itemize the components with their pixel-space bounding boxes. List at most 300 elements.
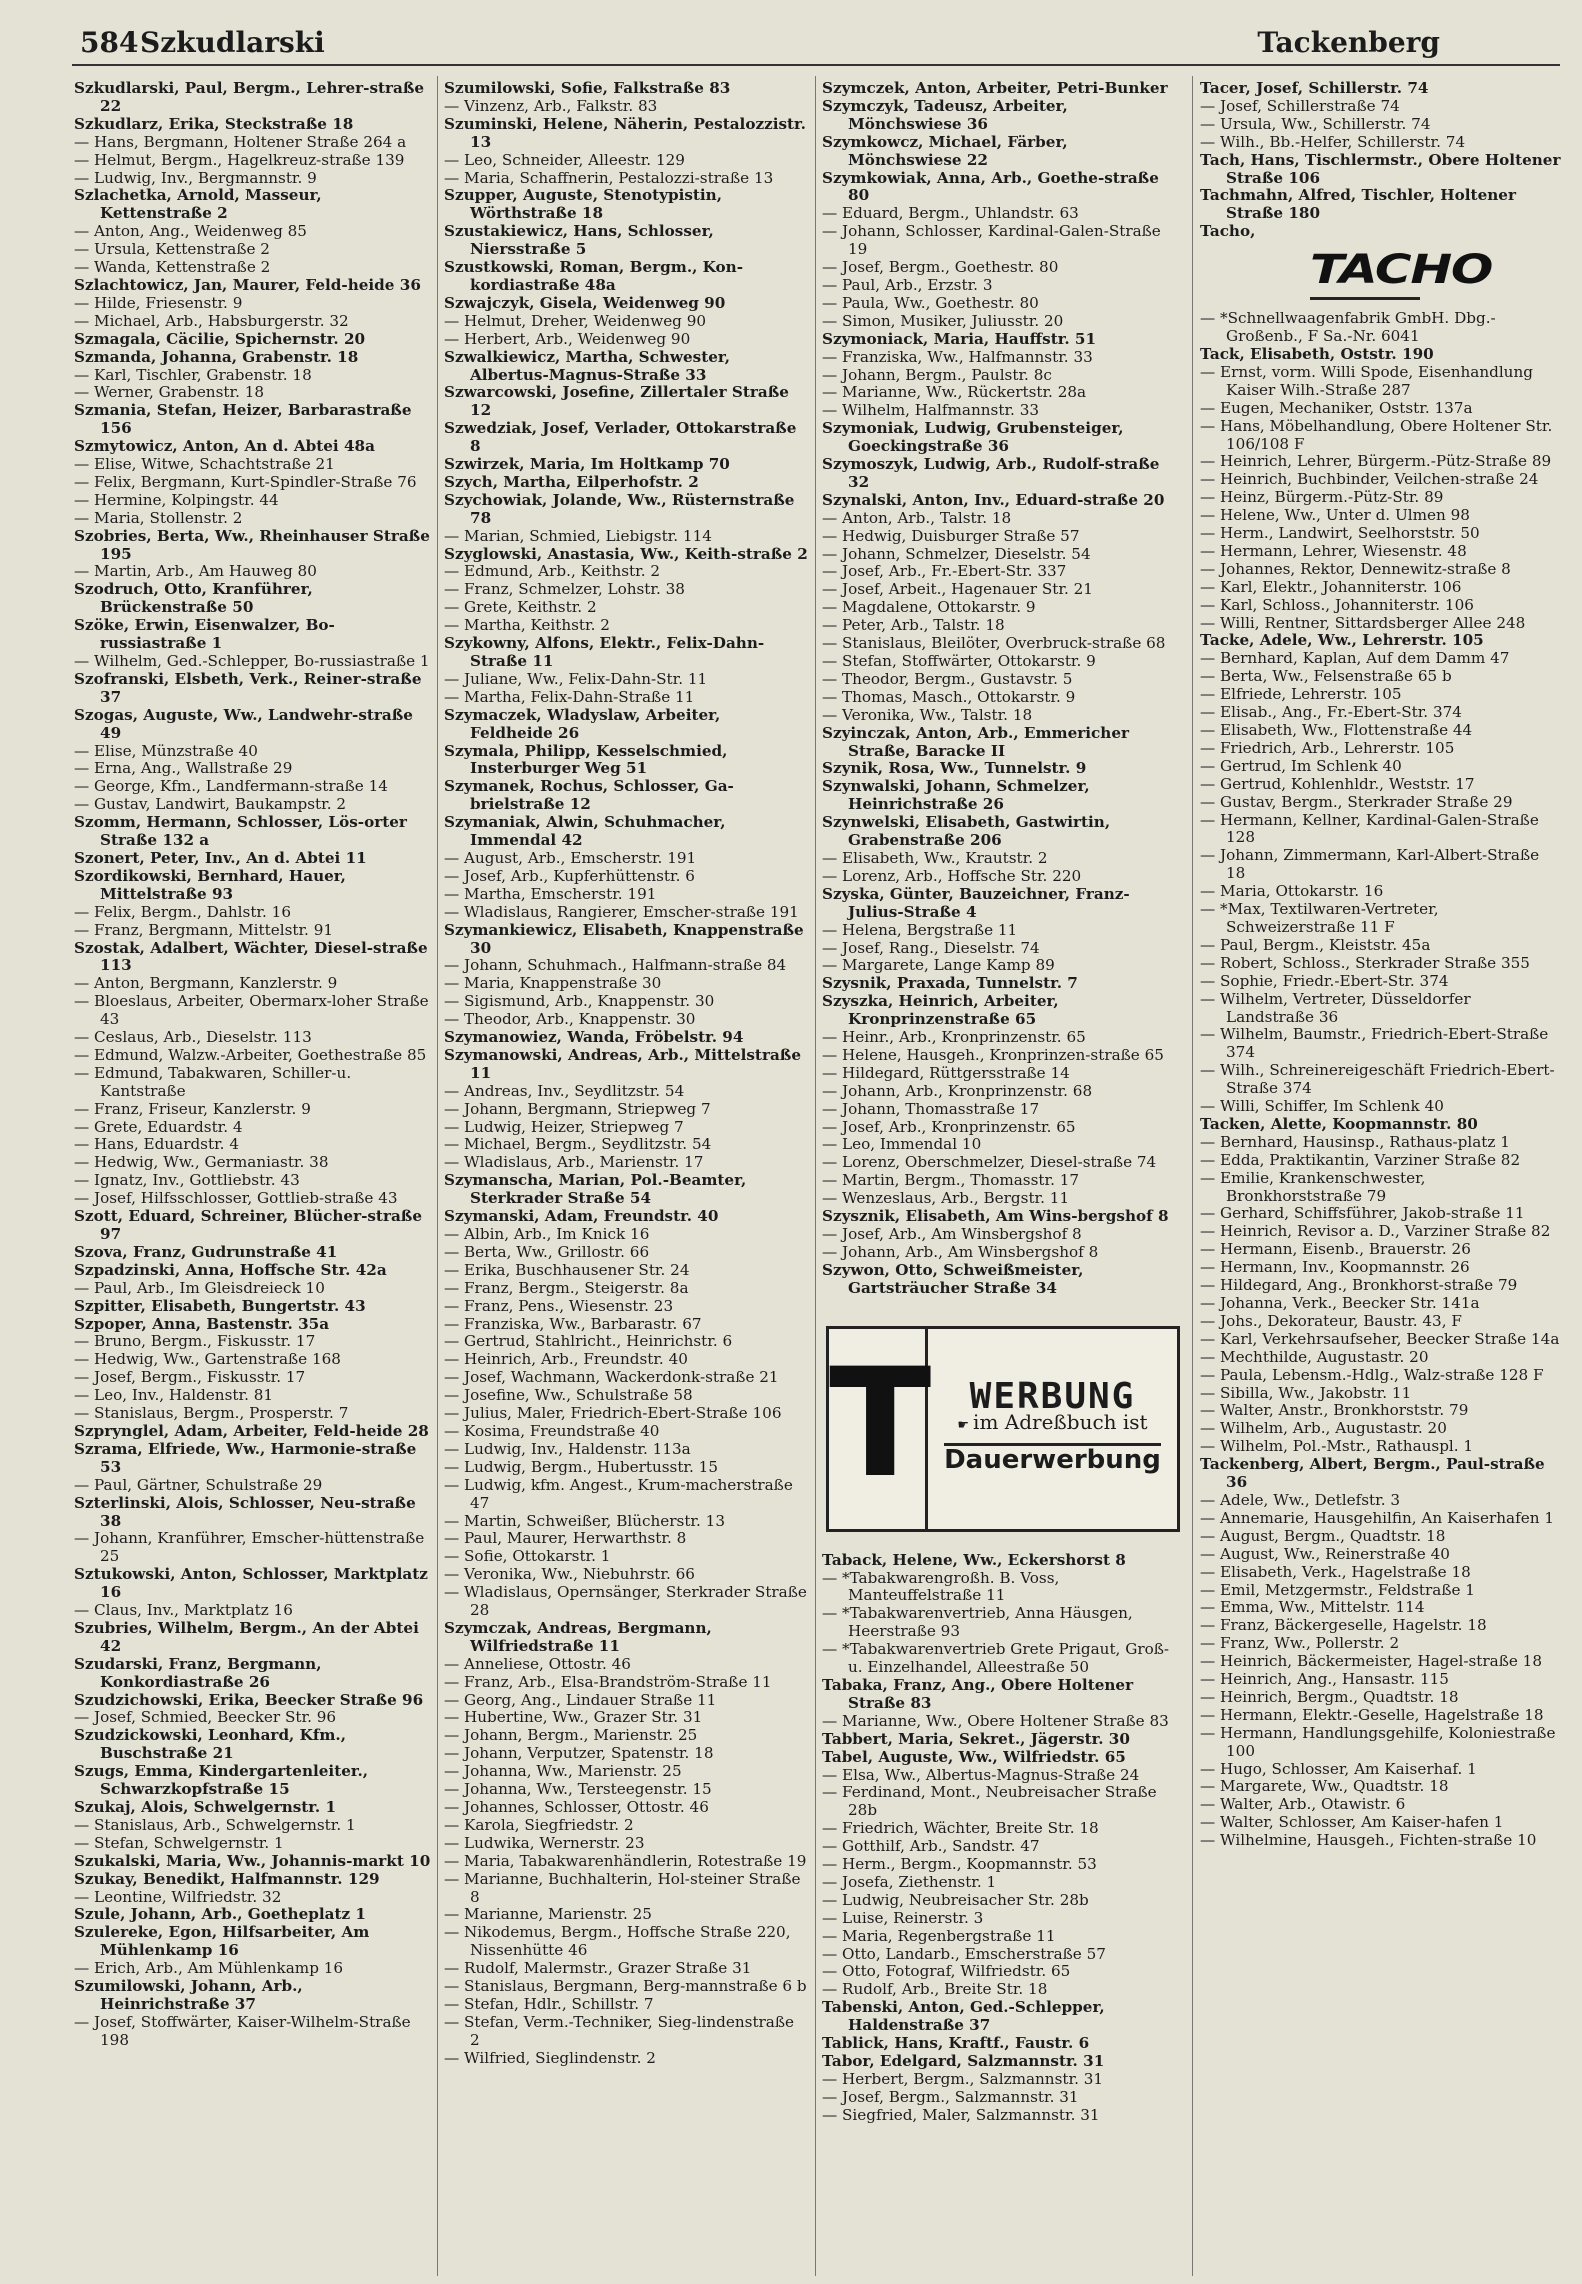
directory-entry: — Elise, Witwe, Schachtstraße 21 bbox=[74, 455, 335, 474]
directory-entry: — Marianne, Marienstr. 25 bbox=[444, 1905, 652, 1924]
directory-entry: — Elisabeth, Ww., Flottenstraße 44 bbox=[1200, 721, 1473, 739]
directory-entry: — Hans, Möbelhandlung, Obere Holtener Str. 106/108 F bbox=[1200, 416, 1553, 453]
directory-entry: — Leo, Schneider, Alleestr. 129 bbox=[444, 150, 685, 169]
directory-entry: — Rudolf, Malermstr., Grazer Straße 31 bbox=[444, 1959, 752, 1978]
directory-entry-head: Szymanscha, Marian, Pol.-Beamter, Sterkrader Straße 54 bbox=[444, 1171, 747, 1208]
directory-entry-head: Szymaczek, Wladyslaw, Arbeiter, Feldheide 26 bbox=[444, 705, 721, 742]
directory-entry-head: Tacke, Adele, Ww., Lehrerstr. 105 bbox=[1200, 631, 1484, 650]
directory-entry: — Emil, Metzgermstr., Feldstraße 1 bbox=[1200, 1580, 1475, 1599]
entry-list bbox=[444, 80, 808, 2068]
directory-entry: — Karl, Elektr., Johanniterstr. 106 bbox=[1200, 577, 1462, 596]
directory-entry: — Wilhelmine, Hausgeh., Fichten-straße 10 bbox=[1200, 1831, 1537, 1850]
directory-entry-head: Szych, Martha, Eilperhofstr. 2 bbox=[444, 472, 699, 491]
directory-entry-head: Szysnik, Praxada, Tunnelstr. 7 bbox=[822, 974, 1078, 993]
column-divider bbox=[437, 76, 438, 2276]
directory-entry: — Hilde, Friesenstr. 9 bbox=[74, 293, 243, 312]
directory-entry: — Sigismund, Arb., Knappenstr. 30 bbox=[444, 992, 715, 1011]
ad-letter: T bbox=[829, 1329, 928, 1529]
directory-entry-head: Tacken, Alette, Koopmannstr. 80 bbox=[1200, 1114, 1478, 1133]
directory-entry: — Stanislaus, Arb., Schwelgernstr. 1 bbox=[74, 1815, 356, 1834]
directory-entry: — Martin, Arb., Am Hauweg 80 bbox=[74, 562, 317, 581]
directory-entry: — Johann, Arb., Kronprinzenstr. 68 bbox=[822, 1081, 1093, 1100]
directory-entry-head: Tabel, Auguste, Ww., Wilfriedstr. 65 bbox=[822, 1747, 1126, 1766]
directory-entry: — Emilie, Krankenschwester, Bronkhorststraße 79 bbox=[1200, 1168, 1426, 1205]
directory-entry: — Gustav, Bergm., Sterkrader Straße 29 bbox=[1200, 792, 1513, 811]
directory-entry: — Franz, Bäckergeselle, Hagelstr. 18 bbox=[1200, 1616, 1487, 1635]
directory-entry: — Marianne, Buchhalterin, Hol-steiner Straße 8 bbox=[444, 1869, 801, 1906]
directory-entry: — Josef, Bergm., Salzmannstr. 31 bbox=[822, 2087, 1079, 2106]
directory-entry: — Karola, Siegfriedstr. 2 bbox=[444, 1815, 634, 1834]
directory-entry-head: Szordikowski, Bernhard, Hauer, Mittelstraße 93 bbox=[74, 866, 346, 903]
directory-entry: — Josef, Wachmann, Wackerdonk-straße 21 bbox=[444, 1368, 779, 1387]
directory-entry: — Gerhard, Schiffsführer, Jakob-straße 11 bbox=[1200, 1204, 1525, 1223]
directory-entry: — Walter, Anstr., Bronkhorststr. 79 bbox=[1200, 1401, 1469, 1420]
directory-entry: — Leo, Inv., Haldenstr. 81 bbox=[74, 1386, 274, 1405]
directory-entry: — Franz, Ww., Pollerstr. 2 bbox=[1200, 1634, 1400, 1653]
directory-entry: — Johann, Schuhmach., Halfmann-straße 84 bbox=[444, 956, 787, 975]
directory-entry-head: Szudzickowski, Leonhard, Kfm., Buschstraße 21 bbox=[74, 1726, 347, 1763]
directory-entry-head: Szymoniak, Ludwig, Grubensteiger, Goeckingstraße 36 bbox=[822, 419, 1124, 456]
ad-tagline: Dauerwerbung bbox=[944, 1444, 1161, 1475]
directory-entry: — Paul, Arb., Erzstr. 3 bbox=[822, 275, 993, 294]
directory-entry: — Martha, Keithstr. 2 bbox=[444, 616, 610, 635]
directory-entry: — Hermine, Kolpingstr. 44 bbox=[74, 490, 279, 509]
directory-entry: — Stefan, Verm.-Techniker, Sieg-lindenstraße 2 bbox=[444, 2012, 794, 2049]
directory-entry-head: Szymala, Philipp, Kesselschmied, Insterburger Weg 51 bbox=[444, 741, 728, 778]
directory-entry: — Herbert, Arb., Weidenweg 90 bbox=[444, 329, 691, 348]
directory-entry: — Johann, Bergm., Marienstr. 25 bbox=[444, 1726, 698, 1745]
directory-entry: — Felix, Bergmann, Kurt-Spindler-Straße 76 bbox=[74, 472, 417, 491]
directory-entry: — Leontine, Wilfriedstr. 32 bbox=[74, 1887, 282, 1906]
entry-list bbox=[1200, 80, 1562, 241]
directory-entry-head: Szpitter, Elisabeth, Bungertstr. 43 bbox=[74, 1296, 366, 1315]
directory-entry: — Sibilla, Ww., Jakobstr. 11 bbox=[1200, 1383, 1412, 1402]
directory-entry: — Peter, Arb., Talstr. 18 bbox=[822, 616, 1005, 635]
directory-entry: — Willi, Rentner, Sittardsberger Allee 248 bbox=[1200, 613, 1526, 632]
directory-entry: — Margarete, Ww., Quadtstr. 18 bbox=[1200, 1777, 1449, 1796]
entry-list bbox=[822, 80, 1182, 1298]
header-last-entry: Tackenberg bbox=[1257, 26, 1440, 59]
directory-entry-head: Szugs, Emma, Kindergartenleiter., Schwarzkopfstraße 15 bbox=[74, 1762, 369, 1799]
directory-entry-head: Szymanowski, Andreas, Arb., Mittelstraße 11 bbox=[444, 1045, 801, 1082]
directory-entry: — Margarete, Lange Kamp 89 bbox=[822, 956, 1055, 975]
directory-entry: — Stefan, Hdlr., Schillstr. 7 bbox=[444, 1994, 654, 2013]
directory-entry: — Anton, Arb., Talstr. 18 bbox=[822, 508, 1012, 527]
directory-entry: — Sophie, Friedr.-Ebert-Str. 374 bbox=[1200, 971, 1449, 990]
directory-entry: — Ignatz, Inv., Gottliebstr. 43 bbox=[74, 1171, 300, 1190]
directory-entry-head: Szynwelski, Elisabeth, Gastwirtin, Grabenstraße 206 bbox=[822, 813, 1111, 850]
directory-entry-head: Szysznik, Elisabeth, Am Wins-bergshof 8 bbox=[822, 1207, 1169, 1226]
directory-entry: — Paul, Bergm., Kleiststr. 45a bbox=[1200, 935, 1431, 954]
directory-entry-head: Szpoper, Anna, Bastenstr. 35a bbox=[74, 1314, 330, 1333]
directory-entry: — Franz, Bergmann, Mittelstr. 91 bbox=[74, 920, 334, 939]
directory-entry: — Ludwika, Wernerstr. 23 bbox=[444, 1833, 645, 1852]
directory-entry-head: Szustakiewicz, Hans, Schlosser, Niersstraße 5 bbox=[444, 222, 714, 259]
directory-entry: — Maria, Tabakwarenhändlerin, Rotestraße 19 bbox=[444, 1851, 807, 1870]
directory-entry: — Heinrich, Revisor a. D., Varziner Straße 82 bbox=[1200, 1222, 1551, 1241]
directory-entry: — Franz, Bergm., Steigerstr. 8a bbox=[444, 1278, 689, 1297]
directory-entry-head: Szymoniack, Maria, Hauffstr. 51 bbox=[822, 329, 1097, 348]
directory-entry: — Ludwig, Inv., Haldenstr. 113a bbox=[444, 1439, 691, 1458]
directory-entry: — Heinrich, Ang., Hansastr. 115 bbox=[1200, 1670, 1449, 1689]
directory-entry: — Hermann, Lehrer, Wiesenstr. 48 bbox=[1200, 541, 1467, 560]
directory-entry: — Ferdinand, Mont., Neubreisacher Straße 28b bbox=[822, 1783, 1157, 1820]
directory-entry: — Luise, Reinerstr. 3 bbox=[822, 1908, 984, 1927]
directory-entry: — Juliane, Ww., Felix-Dahn-Str. 11 bbox=[444, 669, 708, 688]
directory-entry: — Lorenz, Arb., Hoffsche Str. 220 bbox=[822, 866, 1082, 885]
directory-entry: — Wilhelm, Vertreter, Düsseldorfer Landstraße 36 bbox=[1200, 989, 1471, 1026]
directory-entry: — August, Arb., Emscherstr. 191 bbox=[444, 848, 697, 867]
directory-entry-head: Szywon, Otto, Schweißmeister, Gartsträucher Straße 34 bbox=[822, 1260, 1084, 1297]
directory-entry: — Hermann, Handlungsgehilfe, Koloniestraße 100 bbox=[1200, 1723, 1556, 1760]
directory-entry-head: Szwirzek, Maria, Im Holtkamp 70 bbox=[444, 455, 730, 474]
directory-entry: — Paul, Arb., Im Gleisdreieck 10 bbox=[74, 1278, 325, 1297]
directory-entry: — Wladislaus, Rangierer, Emscher-straße 191 bbox=[444, 902, 799, 921]
directory-entry: — Hermann, Inv., Koopmannstr. 26 bbox=[1200, 1258, 1470, 1277]
directory-entry: — Felix, Bergm., Dahlstr. 16 bbox=[74, 902, 291, 921]
directory-entry-head: Szwajczyk, Gisela, Weidenweg 90 bbox=[444, 293, 726, 312]
directory-entry: — Maria, Schaffnerin, Pestalozzi-straße 13 bbox=[444, 168, 774, 187]
directory-entry-head: Szyszka, Heinrich, Arbeiter, Kronprinzenstraße 65 bbox=[822, 992, 1059, 1029]
directory-entry: — *Max, Textilwaren-Vertreter, Schweizerstraße 11 F bbox=[1200, 900, 1439, 936]
directory-entry-head: Szynwalski, Johann, Schmelzer, Heinrichstraße 26 bbox=[822, 777, 1090, 814]
directory-entry: — Hubertine, Ww., Grazer Str. 31 bbox=[444, 1708, 703, 1727]
directory-entry-head: Taback, Helene, Ww., Eckershorst 8 bbox=[822, 1550, 1126, 1569]
directory-entry: — Hermann, Kellner, Kardinal-Galen-Straße 128 bbox=[1200, 810, 1539, 847]
directory-entry: — Berta, Ww., Grillostr. 66 bbox=[444, 1242, 650, 1261]
directory-entry: — Erich, Arb., Am Mühlenkamp 16 bbox=[74, 1959, 344, 1978]
directory-entry-head: Szustkowski, Roman, Bergm., Kon-kordiastraße 48a bbox=[444, 258, 744, 294]
directory-entry: — Ludwig, Neubreisacher Str. 28b bbox=[822, 1890, 1089, 1909]
directory-entry: — Hedwig, Ww., Gartenstraße 168 bbox=[74, 1350, 341, 1369]
directory-entry: — Hermann, Elektr.-Geselle, Hagelstraße 18 bbox=[1200, 1705, 1544, 1724]
directory-entry: — Johann, Schmelzer, Dieselstr. 54 bbox=[822, 544, 1091, 563]
directory-entry-head: Szyinczak, Anton, Arb., Emmericher Straße, Baracke II bbox=[822, 723, 1129, 760]
directory-entry-head: Szulereke, Egon, Hilfsarbeiter, Am Mühlenkamp 16 bbox=[74, 1923, 370, 1960]
directory-entry-head: Szudzichowski, Erika, Beecker Straße 96 bbox=[74, 1690, 424, 1709]
column-3 bbox=[822, 80, 1182, 2270]
directory-entry-head: Szymczek, Anton, Arbeiter, Petri-Bunker bbox=[822, 80, 1168, 97]
directory-entry: — Edmund, Arb., Keithstr. 2 bbox=[444, 562, 661, 581]
directory-entry: — Elisabeth, Verk., Hagelstraße 18 bbox=[1200, 1562, 1471, 1581]
directory-entry: — Gertrud, Im Schlenk 40 bbox=[1200, 756, 1402, 775]
directory-entry: — Josef, Rang., Dieselstr. 74 bbox=[822, 938, 1040, 957]
directory-entry: — Josef, Arb., Fr.-Ebert-Str. 337 bbox=[822, 562, 1067, 581]
ad-headline: WERBUNG bbox=[969, 1375, 1136, 1417]
directory-entry: — Maria, Stollenstr. 2 bbox=[74, 508, 243, 527]
directory-entry: — Erika, Buschhausener Str. 24 bbox=[444, 1260, 690, 1279]
directory-entry: — Johann, Bergmann, Striepweg 7 bbox=[444, 1099, 711, 1118]
directory-entry: — Wilhelm, Pol.-Mstr., Rathauspl. 1 bbox=[1200, 1437, 1474, 1456]
directory-entry-head: Szlachetka, Arnold, Masseur, Kettenstraße 2 bbox=[74, 186, 322, 223]
directory-entry-head: Szonert, Peter, Inv., An d. Abtei 11 bbox=[74, 848, 367, 867]
directory-entry: — Wilh., Bb.-Helfer, Schillerstr. 74 bbox=[1200, 132, 1466, 151]
directory-entry: — Grete, Eduardstr. 4 bbox=[74, 1117, 243, 1136]
directory-entry: — Grete, Keithstr. 2 bbox=[444, 598, 597, 617]
directory-entry: — Martin, Schweißer, Blücherstr. 13 bbox=[444, 1511, 725, 1530]
directory-entry: — Friedrich, Wächter, Breite Str. 18 bbox=[822, 1819, 1099, 1838]
directory-entry: — Elfriede, Lehrerstr. 105 bbox=[1200, 685, 1402, 704]
directory-entry: — Heinrich, Bäckermeister, Hagel-straße 18 bbox=[1200, 1652, 1542, 1671]
directory-entry: — Marianne, Ww., Obere Holtener Straße 83 bbox=[822, 1711, 1169, 1730]
directory-entry: — Hildegard, Rüttgersstraße 14 bbox=[822, 1063, 1070, 1082]
directory-entry: — Ludwig, Heizer, Striepweg 7 bbox=[444, 1117, 684, 1136]
directory-entry: — Edmund, Walzw.-Arbeiter, Goethestraße 85 bbox=[74, 1045, 427, 1064]
directory-entry: — Stanislaus, Bleilöter, Overbruck-straße 68 bbox=[822, 634, 1166, 653]
directory-entry: — Heinrich, Arb., Freundstr. 40 bbox=[444, 1350, 688, 1369]
directory-entry: — Paul, Gärtner, Schulstraße 29 bbox=[74, 1475, 323, 1494]
directory-entry-head: Szyska, Günter, Bauzeichner, Franz-Julius-Straße 4 bbox=[822, 884, 1130, 921]
directory-entry: — Josef, Stoffwärter, Kaiser-Wilhelm-Straße 198 bbox=[74, 2012, 411, 2049]
directory-entry-head: Szule, Johann, Arb., Goetheplatz 1 bbox=[74, 1905, 366, 1924]
directory-entry-head: Tabor, Edelgard, Salzmannstr. 31 bbox=[822, 2052, 1105, 2070]
directory-entry: — Andreas, Inv., Seydlitzstr. 54 bbox=[444, 1081, 685, 1100]
directory-entry: — Hedwig, Ww., Germaniastr. 38 bbox=[74, 1153, 329, 1172]
directory-entry-head: Szwarcowski, Josefine, Zillertaler Straße 12 bbox=[444, 383, 789, 420]
directory-entry-head: Tabbert, Maria, Sekret., Jägerstr. 30 bbox=[822, 1729, 1130, 1748]
directory-entry: — Helene, Hausgeh., Kronprinzen-straße 65 bbox=[822, 1045, 1164, 1064]
directory-entry-head: Szodruch, Otto, Kranführer, Brückenstraße 50 bbox=[74, 580, 313, 617]
directory-entry: — Mechthilde, Augustastr. 20 bbox=[1200, 1347, 1429, 1366]
directory-entry: — Johann, Bergm., Paulstr. 8c bbox=[822, 365, 1052, 384]
directory-entry: — Thomas, Masch., Ottokarstr. 9 bbox=[822, 687, 1076, 706]
directory-entry: — Otto, Fotograf, Wilfriedstr. 65 bbox=[822, 1962, 1071, 1981]
directory-entry: — Veronika, Ww., Talstr. 18 bbox=[822, 705, 1033, 724]
directory-entry: — Maria, Ottokarstr. 16 bbox=[1200, 882, 1384, 901]
directory-entry-head: Szpadzinski, Anna, Hoffsche Str. 42a bbox=[74, 1260, 387, 1279]
directory-entry: — *Schnellwaagenfabrik GmbH. Dbg.-Großenb., F Sa.-Nr. 6041 bbox=[1200, 309, 1496, 346]
directory-entry: — Johann, Schlosser, Kardinal-Galen-Straße 19 bbox=[822, 222, 1161, 259]
directory-entry-head: Szyglowski, Anastasia, Ww., Keith-straße 2 bbox=[444, 544, 808, 563]
directory-entry: — Josef, Arb., Am Winsbergshof 8 bbox=[822, 1225, 1082, 1243]
directory-entry: — Helmut, Dreher, Weidenweg 90 bbox=[444, 311, 707, 330]
directory-entry: — Wilfried, Sieglindenstr. 2 bbox=[444, 2048, 656, 2067]
directory-entry: — Bruno, Bergm., Fiskusstr. 17 bbox=[74, 1332, 316, 1351]
directory-entry: — Julius, Maler, Friedrich-Ebert-Straße 106 bbox=[444, 1404, 782, 1423]
directory-entry: — *Tabakwarengroßh. B. Voss, Manteuffelstraße 11 bbox=[822, 1568, 1060, 1605]
directory-entry-head: Szuminski, Helene, Näherin, Pestalozzistr. 13 bbox=[444, 114, 806, 151]
directory-entry: — Ludwig, Inv., Bergmannstr. 9 bbox=[74, 168, 317, 187]
directory-entry: — Edmund, Tabakwaren, Schiller-u. Kantstraße bbox=[74, 1063, 352, 1100]
directory-entry: — Friedrich, Arb., Lehrerstr. 105 bbox=[1200, 738, 1455, 757]
directory-entry: — Ludwig, Bergm., Hubertusstr. 15 bbox=[444, 1457, 718, 1476]
directory-entry: — Hans, Eduardstr. 4 bbox=[74, 1135, 239, 1154]
directory-entry: — Herbert, Bergm., Salzmannstr. 31 bbox=[822, 2069, 1104, 2088]
directory-entry: — Annemarie, Hausgehilfin, An Kaiserhafen 1 bbox=[1200, 1508, 1554, 1527]
directory-entry: — Michael, Arb., Habsburgerstr. 32 bbox=[74, 311, 349, 330]
directory-entry: — Paula, Lebensm.-Hdlg., Walz-straße 128 F bbox=[1200, 1365, 1544, 1384]
directory-entry-head: Szprynglel, Adam, Arbeiter, Feld-heide 28 bbox=[74, 1421, 429, 1440]
directory-entry: — Franziska, Ww., Halfmannstr. 33 bbox=[822, 347, 1093, 366]
directory-entry: — Berta, Ww., Felsenstraße 65 b bbox=[1200, 667, 1452, 686]
directory-entry: — Marian, Schmied, Liebigstr. 114 bbox=[444, 526, 712, 545]
directory-entry: — Ludwig, kfm. Angest., Krum-macherstraße 47 bbox=[444, 1475, 793, 1512]
directory-entry: — Stanislaus, Bergm., Prosperstr. 7 bbox=[74, 1404, 349, 1423]
directory-entry: — Michael, Bergm., Seydlitzstr. 54 bbox=[444, 1135, 712, 1154]
directory-entry: — Claus, Inv., Marktplatz 16 bbox=[74, 1601, 293, 1620]
directory-entry: — Johannes, Schlosser, Ottostr. 46 bbox=[444, 1798, 709, 1816]
directory-entry: — Veronika, Ww., Niebuhrstr. 66 bbox=[444, 1565, 695, 1584]
directory-entry: — Maria, Regenbergstraße 11 bbox=[822, 1926, 1056, 1945]
directory-entry: — Wilh., Schreinereigeschäft Friedrich-Ebert-Straße 374 bbox=[1200, 1061, 1555, 1098]
directory-entry: — Johann, Arb., Am Winsbergshof 8 bbox=[822, 1242, 1099, 1261]
directory-entry: — Franz, Friseur, Kanzlerstr. 9 bbox=[74, 1099, 311, 1118]
directory-entry-head: Szwalkiewicz, Martha, Schwester, Albertus-Magnus-Straße 33 bbox=[444, 347, 731, 384]
directory-entry: — Johanna, Ww., Tersteegenstr. 15 bbox=[444, 1780, 712, 1799]
directory-entry-head: Szymkowiak, Anna, Arb., Goethe-straße 80 bbox=[822, 168, 1159, 205]
directory-entry-head: Szukay, Benedikt, Halfmannstr. 129 bbox=[74, 1869, 380, 1888]
directory-entry-head: Szlachtowicz, Jan, Maurer, Feld-heide 36 bbox=[74, 275, 421, 294]
entry-list bbox=[822, 1552, 1182, 2125]
entry-list bbox=[1200, 310, 1562, 1850]
directory-entry: — Johann, Verputzer, Spatenstr. 18 bbox=[444, 1744, 714, 1763]
directory-entry-head: Szogas, Auguste, Ww., Landwehr-straße 49 bbox=[74, 705, 413, 742]
directory-entry: — Gertrud, Stahlricht., Heinrichstr. 6 bbox=[444, 1332, 733, 1351]
directory-entry-head: Szofranski, Elsbeth, Verk., Reiner-straße 37 bbox=[74, 669, 422, 706]
advertisement-box bbox=[826, 1326, 1180, 1532]
directory-entry: — Hedwig, Duisburger Straße 57 bbox=[822, 526, 1080, 545]
directory-entry: — Walter, Schlosser, Am Kaiser-hafen 1 bbox=[1200, 1813, 1504, 1832]
directory-entry: — Martin, Bergm., Thomasstr. 17 bbox=[822, 1171, 1080, 1190]
directory-entry-head: Szymczak, Andreas, Bergmann, Wilfriedstraße 11 bbox=[444, 1618, 712, 1655]
directory-entry: — Josefa, Ziethenstr. 1 bbox=[822, 1872, 997, 1891]
directory-entry: — Johann, Zimmermann, Karl-Albert-Straße 18 bbox=[1200, 846, 1540, 883]
directory-entry: — Heinrich, Lehrer, Bürgerm.-Pütz-Straße 89 bbox=[1200, 452, 1552, 471]
directory-entry: — Josef, Arb., Kronprinzenstr. 65 bbox=[822, 1117, 1076, 1136]
directory-entry: — Josef, Schillerstraße 74 bbox=[1200, 96, 1400, 115]
directory-entry: — Elise, Münzstraße 40 bbox=[74, 741, 258, 760]
entry-list bbox=[74, 80, 432, 2050]
directory-entry: — Rudolf, Arb., Breite Str. 18 bbox=[822, 1980, 1048, 1999]
directory-entry: — Hildegard, Ang., Bronkhorst-straße 79 bbox=[1200, 1276, 1518, 1295]
directory-entry: — Hugo, Schlosser, Am Kaiserhaf. 1 bbox=[1200, 1759, 1477, 1778]
directory-entry: — Josef, Bergm., Fiskusstr. 17 bbox=[74, 1368, 306, 1387]
directory-entry-head: Szostak, Adalbert, Wächter, Diesel-straße 113 bbox=[74, 938, 428, 975]
directory-entry-head: Szöke, Erwin, Eisenwalzer, Bo-russiastraße 1 bbox=[74, 616, 335, 653]
directory-entry-head: Szkudlarski, Paul, Bergm., Lehrer-straße 22 bbox=[74, 80, 425, 115]
directory-entry: — Franz, Pens., Wiesenstr. 23 bbox=[444, 1296, 674, 1315]
directory-entry: — August, Ww., Reinerstraße 40 bbox=[1200, 1544, 1450, 1563]
directory-entry: — *Tabakwarenvertrieb, Anna Häusgen, Heerstraße 93 bbox=[822, 1604, 1133, 1641]
directory-entry-head: Szupper, Auguste, Stenotypistin, Wörthstraße 18 bbox=[444, 186, 723, 223]
page-number: 584 bbox=[80, 26, 139, 59]
directory-entry-head: Szymanek, Rochus, Schlosser, Ga-brielstraße 12 bbox=[444, 777, 734, 814]
directory-entry-head: Szymaniak, Alwin, Schuhmacher, Immendal 42 bbox=[444, 813, 726, 850]
directory-entry-head: Szymanowiez, Wanda, Fröbelstr. 94 bbox=[444, 1028, 744, 1047]
directory-entry: — Kosima, Freundstraße 40 bbox=[444, 1421, 660, 1440]
directory-entry: — Wladislaus, Arb., Marienstr. 17 bbox=[444, 1153, 704, 1172]
directory-entry: — Theodor, Bergm., Gustavstr. 5 bbox=[822, 669, 1073, 688]
directory-entry-head: Szymkowcz, Michael, Färber, Mönchswiese 22 bbox=[822, 132, 1068, 169]
page-header bbox=[72, 20, 1560, 66]
directory-entry-head: Tablick, Hans, Kraftf., Faustr. 6 bbox=[822, 2034, 1090, 2053]
directory-entry: — Georg, Ang., Lindauer Straße 11 bbox=[444, 1690, 717, 1709]
directory-entry-head: Szymankiewicz, Elisabeth, Knappenstraße 30 bbox=[444, 920, 804, 957]
directory-entry-head: Szynik, Rosa, Ww., Tunnelstr. 9 bbox=[822, 759, 1087, 778]
directory-entry-head: Szukaj, Alois, Schwelgernstr. 1 bbox=[74, 1798, 337, 1816]
directory-entry: — Karl, Verkehrsaufseher, Beecker Straße 14a bbox=[1200, 1329, 1560, 1348]
directory-entry: — Paula, Ww., Goethestr. 80 bbox=[822, 293, 1039, 312]
directory-entry-head: Szova, Franz, Gudrunstraße 41 bbox=[74, 1242, 338, 1261]
directory-entry-head: Tachmahn, Alfred, Tischler, Holtener Straße 180 bbox=[1200, 186, 1516, 223]
directory-entry: — Hermann, Eisenb., Brauerstr. 26 bbox=[1200, 1240, 1471, 1259]
directory-entry: — Josef, Schmied, Beecker Str. 96 bbox=[74, 1708, 337, 1727]
directory-entry-head: Szymanski, Adam, Freundstr. 40 bbox=[444, 1207, 719, 1226]
column-divider bbox=[815, 76, 816, 2276]
directory-entry: — Willi, Schiffer, Im Schlenk 40 bbox=[1200, 1097, 1444, 1116]
directory-entry: — Karl, Schloss., Johanniterstr. 106 bbox=[1200, 595, 1474, 614]
directory-entry: — Helena, Bergstraße 11 bbox=[822, 920, 1018, 939]
directory-entry: — Theodor, Arb., Knappenstr. 30 bbox=[444, 1010, 696, 1029]
directory-entry: — Edda, Praktikantin, Varziner Straße 82 bbox=[1200, 1150, 1521, 1169]
directory-entry-head: Tabenski, Anton, Ged.-Schlepper, Haldenstraße 37 bbox=[822, 1998, 1105, 2035]
directory-entry-head: Szudarski, Franz, Bergmann, Konkordiastraße 26 bbox=[74, 1654, 322, 1691]
directory-entry: — Helene, Ww., Unter d. Ulmen 98 bbox=[1200, 506, 1470, 525]
directory-entry: — Ursula, Kettenstraße 2 bbox=[74, 240, 270, 259]
directory-entry-head: Szychowiak, Jolande, Ww., Rüsternstraße 78 bbox=[444, 490, 795, 527]
directory-entry: — Bernhard, Hausinsp., Rathaus-platz 1 bbox=[1200, 1132, 1510, 1151]
directory-entry: — Anneliese, Ottostr. 46 bbox=[444, 1654, 631, 1673]
directory-entry: — *Tabakwarenvertrieb Grete Prigaut, Groß- u. Einzelhandel, Alleestraße 50 bbox=[822, 1640, 1170, 1677]
directory-entry: — Ernst, vorm. Willi Spode, Eisenhandlung Kaiser Wilh.-Straße 287 bbox=[1200, 362, 1533, 399]
directory-entry-head: Tacer, Josef, Schillerstr. 74 bbox=[1200, 80, 1429, 97]
directory-entry: — Gertrud, Kohlenhldr., Weststr. 17 bbox=[1200, 774, 1475, 793]
directory-entry-head: Szynalski, Anton, Inv., Eduard-straße 20 bbox=[822, 490, 1165, 509]
directory-entry: — Marianne, Ww., Rückertstr. 28a bbox=[822, 383, 1087, 402]
directory-entry-head: Tabaka, Franz, Ang., Obere Holtener Straße 83 bbox=[822, 1675, 1134, 1712]
directory-entry: — Franziska, Ww., Barbarastr. 67 bbox=[444, 1314, 702, 1333]
directory-entry: — Bloeslaus, Arbeiter, Obermarx-loher Straße 43 bbox=[74, 992, 429, 1029]
directory-entry: — August, Bergm., Quadtstr. 18 bbox=[1200, 1526, 1446, 1545]
directory-entry: — Heinrich, Buchbinder, Veilchen-straße 24 bbox=[1200, 470, 1539, 489]
directory-entry: — Bernhard, Kaplan, Auf dem Damm 47 bbox=[1200, 649, 1510, 668]
directory-entry: — Leo, Immendal 10 bbox=[822, 1135, 982, 1154]
directory-entry-head: Tackenberg, Albert, Bergm., Paul-straße 36 bbox=[1200, 1455, 1545, 1492]
directory-entry: — Erna, Ang., Wallstraße 29 bbox=[74, 759, 293, 778]
column-divider bbox=[1192, 76, 1193, 2276]
directory-entry: — Walter, Arb., Otawistr. 6 bbox=[1200, 1795, 1406, 1814]
directory-entry-head: Szumilowski, Johann, Arb., Heinrichstraße 37 bbox=[74, 1977, 303, 2013]
directory-entry: — Heinz, Bürgerm.-Pütz-Str. 89 bbox=[1200, 488, 1444, 507]
directory-entry: — Franz, Schmelzer, Lohstr. 38 bbox=[444, 580, 685, 599]
directory-entry: — George, Kfm., Landfermann-straße 14 bbox=[74, 777, 388, 796]
directory-entry: — Johannes, Rektor, Dennewitz-straße 8 bbox=[1200, 559, 1511, 578]
column-4 bbox=[1200, 80, 1562, 2270]
directory-entry-head: Szott, Eduard, Schreiner, Blücher-straße 97 bbox=[74, 1207, 422, 1243]
directory-entry: — Josef, Bergm., Goethestr. 80 bbox=[822, 258, 1059, 277]
directory-entry: — Eduard, Bergm., Uhlandstr. 63 bbox=[822, 204, 1079, 223]
directory-entry: — Vinzenz, Arb., Falkstr. 83 bbox=[444, 96, 658, 115]
directory-entry: — Magdalene, Ottokarstr. 9 bbox=[822, 598, 1036, 617]
directory-entry: — Heinrich, Bergm., Quadtstr. 18 bbox=[1200, 1687, 1459, 1706]
directory-entry: — Gotthilf, Arb., Sandstr. 47 bbox=[822, 1837, 1040, 1856]
directory-entry: — Johanna, Verk., Beecker Str. 141a bbox=[1200, 1294, 1480, 1312]
directory-entry-head: Szomm, Hermann, Schlosser, Lös-orter Straße 132 a bbox=[74, 813, 407, 850]
directory-entry-head: Szykowny, Alfons, Elektr., Felix-Dahn-Straße 11 bbox=[444, 634, 765, 670]
ad-body bbox=[928, 1329, 1177, 1529]
directory-entry: — Sofie, Ottokarstr. 1 bbox=[444, 1547, 611, 1566]
directory-entry: — Paul, Maurer, Herwarthstr. 8 bbox=[444, 1529, 687, 1548]
directory-entry-head: Szmagala, Cäcilie, Spichernstr. 20 bbox=[74, 329, 366, 348]
directory-entry-head: Szmytowicz, Anton, An d. Abtei 48a bbox=[74, 437, 375, 456]
logo-text: TACHO bbox=[1310, 247, 1493, 294]
directory-entry: — Nikodemus, Bergm., Hoffsche Straße 220, Nissenhütte 46 bbox=[444, 1923, 791, 1960]
directory-entry: — Wilhelm, Ged.-Schlepper, Bo-russiastraße 1 bbox=[74, 652, 430, 670]
directory-entry-head: Szymczyk, Tadeusz, Arbeiter, Mönchswiese 36 bbox=[822, 96, 1068, 133]
directory-entry-head: Szkudlarz, Erika, Steckstraße 18 bbox=[74, 114, 354, 133]
directory-entry: — Werner, Grabenstr. 18 bbox=[74, 383, 265, 402]
directory-entry: — Helmut, Bergm., Hagelkreuz-straße 139 bbox=[74, 150, 405, 169]
